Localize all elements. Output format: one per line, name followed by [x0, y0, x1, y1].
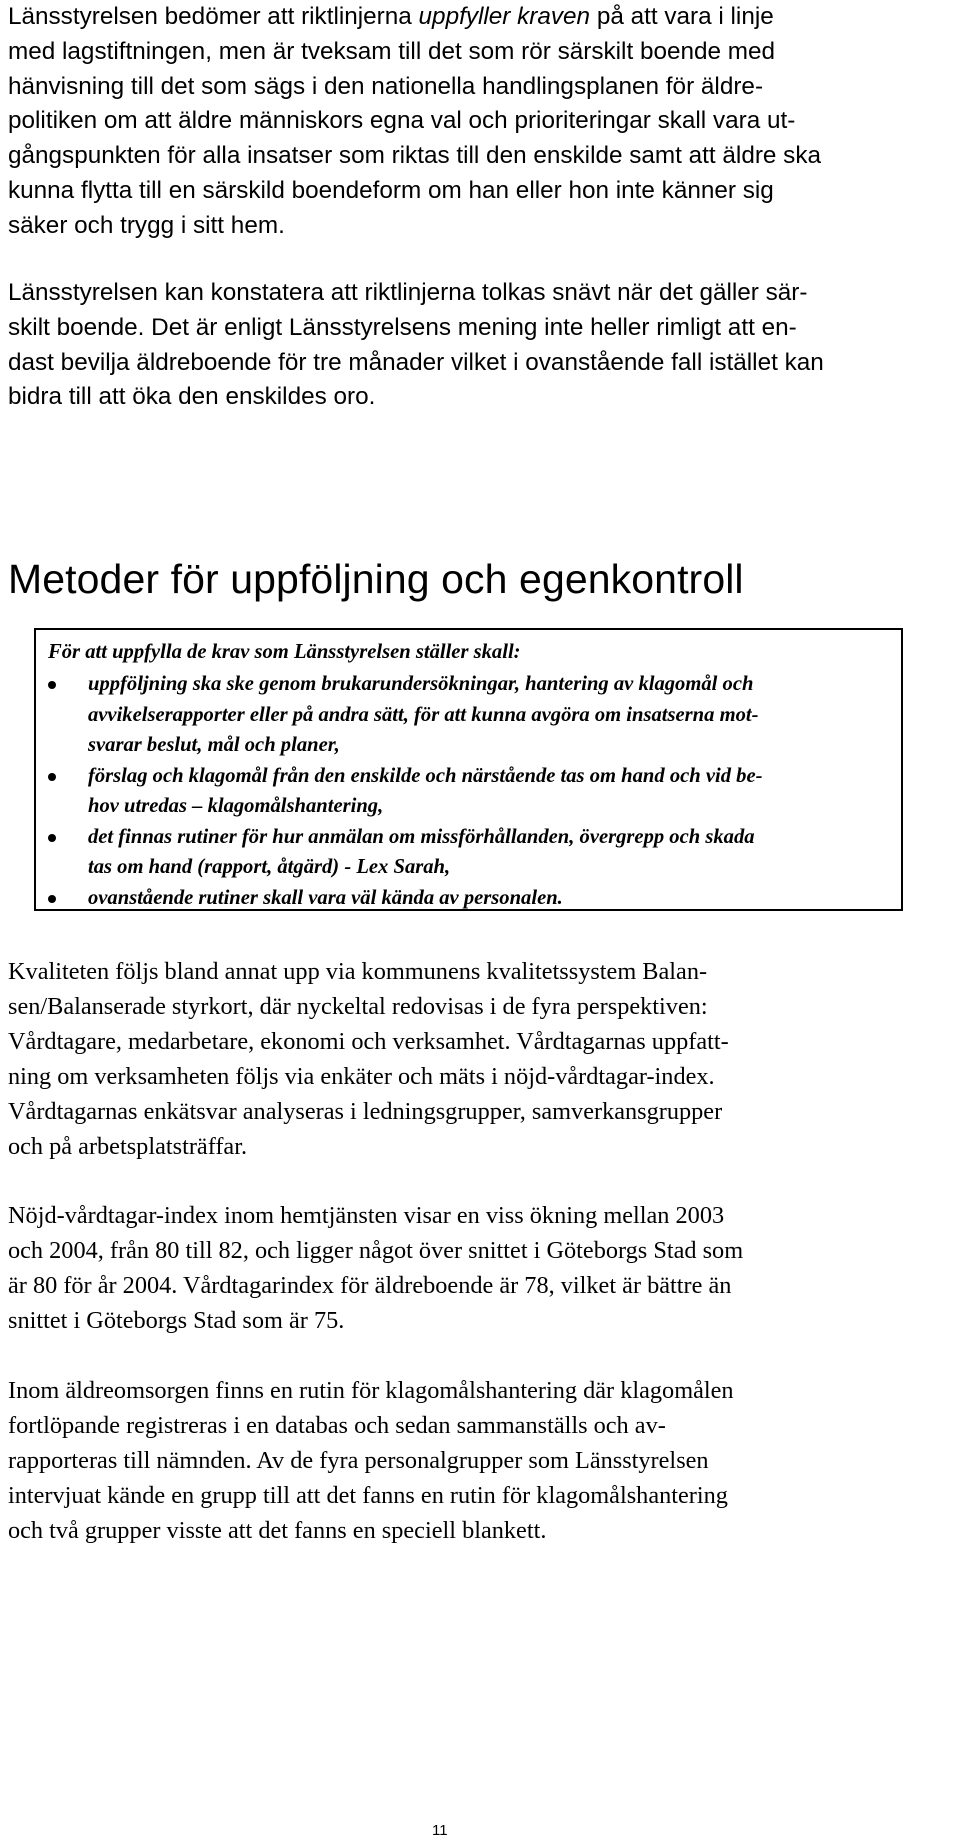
paragraph-line: kunna flytta till en särskild boendeform om han eller hon inte känner sig: [8, 176, 774, 204]
bullet-icon: [48, 834, 56, 842]
paragraph-line: intervjuat kände en grupp till att det fanns en rutin för klagomålshantering: [8, 1482, 728, 1509]
paragraph-line: gångspunkten för alla insatser som riktas till den enskilde samt att äldre ska: [8, 142, 821, 170]
paragraph-line: Inom äldreomsorgen finns en rutin för klagomålshantering där klagomålen: [8, 1377, 734, 1404]
requirement-item: förslag och klagomål från den enskilde och närstående tas om hand och vid be- hov utredas – klagomålshantering,: [36, 761, 901, 822]
requirements-intro: För att uppfylla de krav som Länsstyrelsen ställer skall:: [48, 641, 521, 663]
paragraph-line: bidra till att öka den enskildes oro.: [8, 383, 376, 411]
paragraph-line: Länsstyrelsen kan konstatera att riktlinjerna tolkas snävt när det gäller sär-: [8, 279, 808, 306]
bullet-icon: [48, 681, 56, 689]
requirements-list: [36, 669, 901, 913]
paragraph-line: säker och trygg i sitt hem.: [8, 211, 285, 239]
paragraph-line: rapporteras till nämnden. Av de fyra personalgrupper som Länsstyrelsen: [8, 1447, 709, 1474]
paragraph-line: snittet i Göteborgs Stad som är 75.: [8, 1307, 345, 1334]
paragraph-complaints: [8, 1373, 928, 1548]
paragraph-interpretation: [8, 276, 928, 415]
bullet-icon: [48, 895, 56, 903]
paragraph-line: Nöjd-vårdtagar-index inom hemtjänsten visar en viss ökning mellan 2003: [8, 1202, 725, 1229]
paragraph-line: hänvisning till det som sägs i den nationella handlingsplanen för äldre-: [8, 72, 764, 100]
requirements-box: [34, 628, 903, 911]
paragraph-line: Vårdtagare, medarbetare, ekonomi och verksamhet. Vårdtagarnas uppfatt-: [8, 1028, 729, 1055]
paragraph-line: och 2004, från 80 till 82, och ligger något över snittet i Göteborgs Stad som: [8, 1237, 744, 1264]
paragraph-line: politiken om att äldre människors egna val och prioriteringar skall vara ut-: [8, 107, 796, 135]
paragraph-line: Länsstyrelsen bedömer att riktlinjerna uppfyller kraven på att vara i linje: [8, 3, 774, 30]
paragraph-line: Vårdtagarnas enkätsvar analyseras i ledningsgrupper, samverkansgrupper: [8, 1098, 723, 1125]
paragraph-line: dast bevilja äldreboende för tre månader vilket i ovanstående fall istället kan: [8, 348, 824, 376]
page-number: 11: [432, 1822, 448, 1839]
paragraph-line: skilt boende. Det är enligt Länsstyrelsens mening inte heller rimligt att en-: [8, 313, 797, 341]
paragraph-line: och på arbetsplatsträffar.: [8, 1133, 248, 1160]
emphasis-text: uppfyller kraven: [418, 3, 591, 30]
paragraph-satisfaction-index: [8, 1198, 928, 1338]
requirement-item: ovanstående rutiner skall vara väl kända av personalen.: [36, 883, 901, 914]
requirement-item: uppföljning ska ske genom brukarundersökningar, hantering av klagomål och avvikelserapporter eller på andra sätt, för att kunna avgöra om insatserna mot- svarar beslut, mål och planer,: [36, 669, 901, 761]
section-heading: Metoder för uppföljning och egenkontroll: [8, 556, 744, 603]
paragraph-line: med lagstiftningen, men är tveksam till det som rör särskilt boende med: [8, 37, 776, 65]
paragraph-line: och två grupper visste att det fanns en speciell blankett.: [8, 1517, 547, 1544]
paragraph-line: sen/Balanserade styrkort, där nyckeltal redovisas i de fyra perspektiven:: [8, 993, 708, 1020]
paragraph-line: ning om verksamheten följs via enkäter och mäts i nöjd-vårdtagar-index.: [8, 1063, 715, 1090]
bullet-icon: [48, 773, 56, 781]
paragraph-quality-system: [8, 954, 928, 1164]
paragraph-line: fortlöpande registreras i en databas och sedan sammanställs och av-: [8, 1412, 666, 1439]
paragraph-line: Kvaliteten följs bland annat upp via kommunens kvalitetssystem Balan-: [8, 958, 708, 985]
paragraph-assessment: [8, 0, 928, 244]
paragraph-line: är 80 för år 2004. Vårdtagarindex för äldreboende är 78, vilket är bättre än: [8, 1272, 732, 1299]
requirement-item: det finnas rutiner för hur anmälan om missförhållanden, övergrepp och skada tas om hand (rapport, åtgärd) - Lex Sarah,: [36, 822, 901, 883]
